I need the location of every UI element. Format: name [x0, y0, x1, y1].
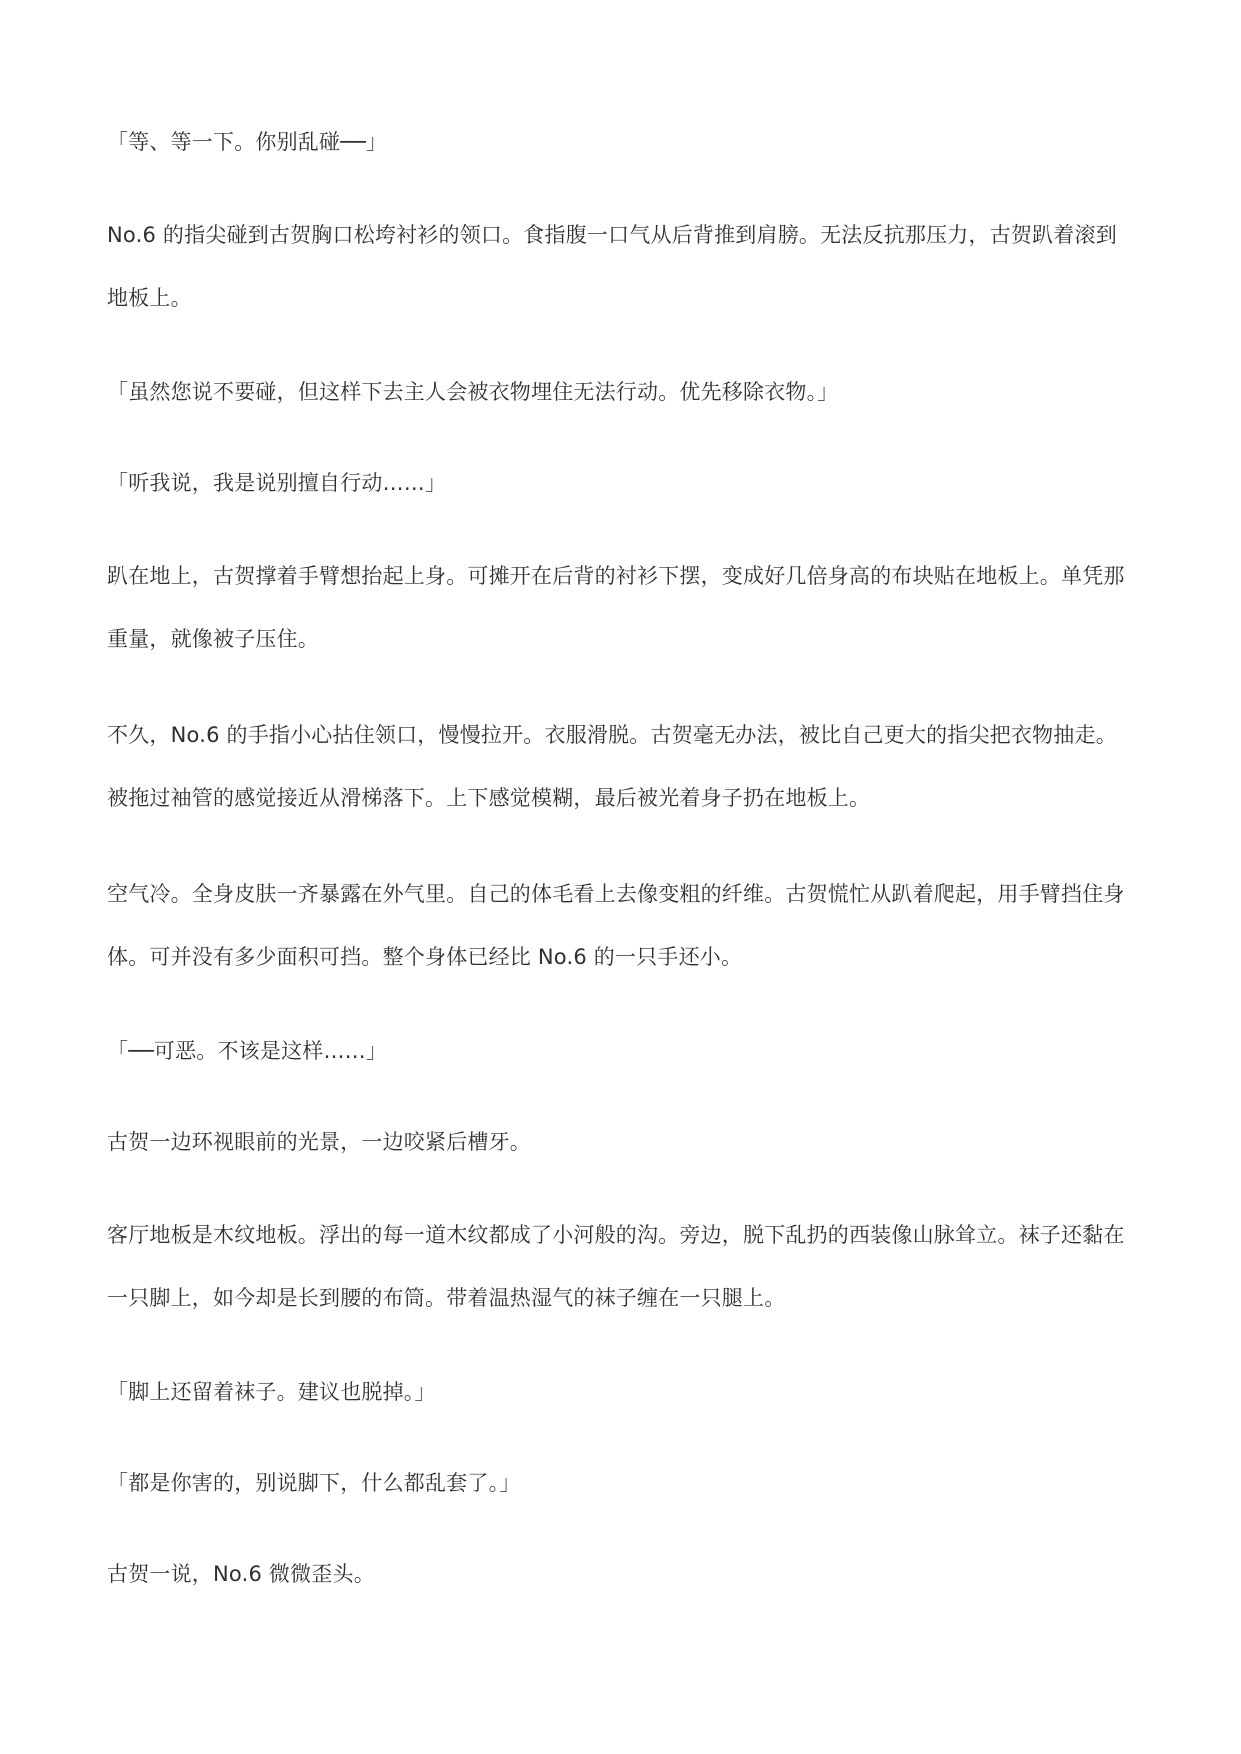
- paragraph-dialogue: 「脚上还留着袜子。建议也脱掉。」: [107, 1380, 436, 1404]
- paragraph-dialogue: 「都是你害的，别说脚下，什么都乱套了。」: [107, 1471, 521, 1495]
- paragraph-dialogue: 「虽然您说不要碰，但这样下去主人会被衣物埋住无法行动。优先移除衣物。」: [107, 380, 839, 404]
- paragraph-narration: 古贺一说，No.6 微微歪头。: [107, 1562, 375, 1586]
- paragraph-dialogue: 「等、等一下。你别乱碰──」: [107, 130, 388, 154]
- body-text: [107, 113, 1137, 1636]
- paragraph-narration: 不久，No.6 的手指小心拈住领口，慢慢拉开。衣服滑脱。古贺毫无办法，被比自己更大的指尖把衣物抽走。被拖过袖管的感觉接近从滑梯落下。上下感觉模糊，最后被光着身子扔在地板上。: [107, 723, 1117, 810]
- paragraph-narration: 客厅地板是木纹地板。浮出的每一道木纹都成了小河般的沟。旁边，脱下乱扔的西装像山脉耸立。袜子还黏在一只脚上，如今却是长到腰的布筒。带着温热湿气的袜子缠在一只腿上。: [107, 1223, 1125, 1310]
- paragraph-narration: No.6 的指尖碰到古贺胸口松垮衬衫的领口。食指腹一口气从后背推到肩膀。无法反抗那压力，古贺趴着滚到地板上。: [107, 223, 1117, 310]
- paragraph-narration: 趴在地上，古贺撑着手臂想抬起上身。可摊开在后背的衬衫下摆，变成好几倍身高的布块贴在地板上。单凭那重量，就像被子压住。: [107, 564, 1125, 651]
- paragraph-dialogue: 「听我说，我是说别擅自行动……」: [107, 471, 447, 495]
- paragraph-narration: 空气冷。全身皮肤一齐暴露在外气里。自己的体毛看上去像变粗的纤维。古贺慌忙从趴着爬起，用手臂挡住身体。可并没有多少面积可挡。整个身体已经比 No.6 的一只手还小。: [107, 882, 1125, 969]
- paragraph-narration: 古贺一边环视眼前的光景，一边咬紧后槽牙。: [107, 1130, 531, 1154]
- paragraph-dialogue: 「──可恶。不该是这样……」: [107, 1039, 388, 1063]
